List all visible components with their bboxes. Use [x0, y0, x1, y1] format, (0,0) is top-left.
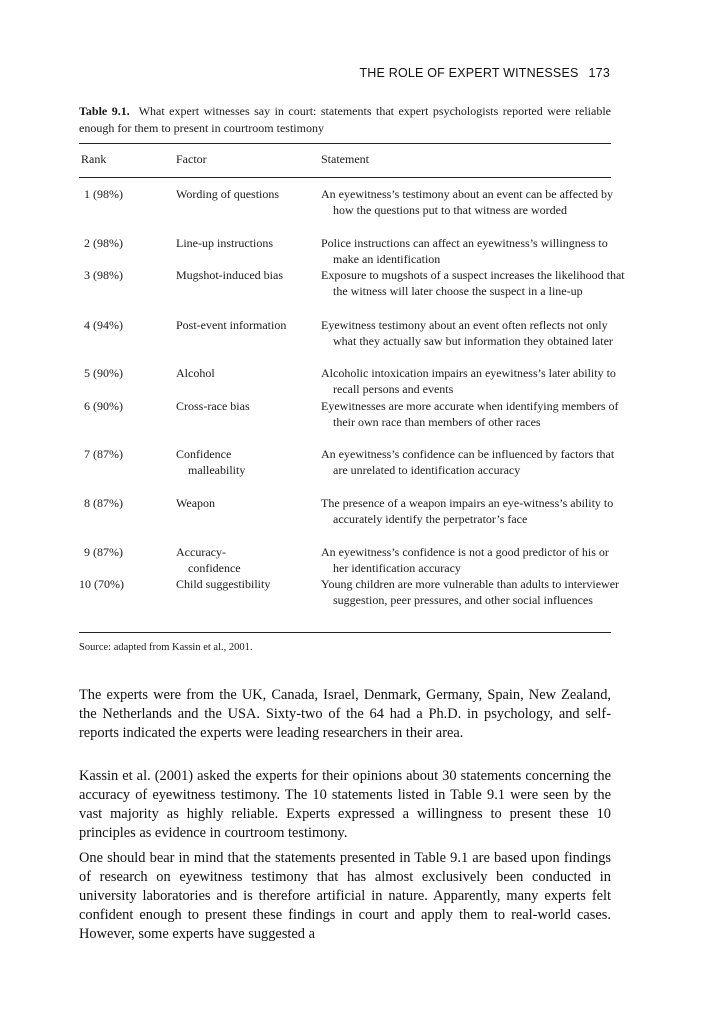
factor-cell: Weapon	[176, 496, 216, 510]
statement-cell: An eyewitness’s confidence is not a good predictor of his or her identification accuracy	[321, 545, 609, 575]
body-paragraph: The experts were from the UK, Canada, Israel, Denmark, Germany, Spain, New Zealand, the Netherlands and the USA. Sixty-two of the 64 had a Ph.D. in psychology, and self-reports indicated the experts were leading researchers in their area.	[79, 687, 611, 741]
body-paragraph: Kassin et al. (2001) asked the experts for their opinions about 30 statements concerning the accuracy of eyewitness testimony. The 10 statements listed in Table 9.1 were seen by the vast majority as highly reliable. Experts expressed a willingness to present these 10 principles as evidence in courtroom testimony.	[79, 768, 611, 841]
statement-cell: Eyewitness testimony about an event often reflects not only what they actually saw but information they obtained later	[321, 318, 613, 348]
table-top-rule	[79, 143, 611, 144]
statement-cell: The presence of a weapon impairs an eye-witness’s ability to accurately identify the perpetrator’s face	[321, 496, 614, 526]
rank-cell: 7 (87%)	[84, 447, 123, 461]
table-header-rule	[79, 177, 611, 178]
table-bottom-rule	[79, 632, 611, 633]
statement-cell: Exposure to mugshots of a suspect increases the likelihood that the witness will later choose the suspect in a line-up	[321, 268, 625, 298]
factor-text: Confidence malleability	[176, 447, 246, 477]
factor-cell: Line-up instructions	[176, 236, 273, 250]
factor-text: Accuracy-confidence	[176, 545, 241, 575]
factor-cell: Child suggestibility	[176, 577, 271, 591]
rank-cell: 1 (98%)	[84, 187, 123, 201]
statement-cell: An eyewitness’s testimony about an event can be affected by how the questions put to that witness are worded	[321, 187, 614, 217]
statement-cell: An eyewitness’s confidence can be influenced by factors that are unrelated to identification accuracy	[321, 447, 615, 477]
factor-cell: Cross-race bias	[176, 399, 250, 413]
running-head-title: THE ROLE OF EXPERT WITNESSES	[359, 66, 579, 80]
statement-cell: Police instructions can affect an eyewitness’s willingness to make an identification	[321, 236, 608, 266]
statement-cell: Alcoholic intoxication impairs an eyewitness’s later ability to recall persons and events	[321, 366, 616, 396]
column-header-factor: Factor	[176, 152, 207, 166]
statement-cell: Eyewitnesses are more accurate when identifying members of their own race than members of other races	[321, 399, 619, 429]
factor-cell: Post-event information	[176, 318, 287, 332]
rank-cell: 5 (90%)	[84, 366, 123, 380]
rank-cell: 6 (90%)	[84, 399, 123, 413]
page-number: 173	[588, 66, 610, 80]
table-caption	[79, 103, 611, 137]
rank-cell: 3 (98%)	[84, 268, 123, 282]
rank-cell: 9 (87%)	[84, 545, 123, 559]
rank-cell: 2 (98%)	[84, 236, 123, 250]
statement-cell: Young children are more vulnerable than adults to interviewer suggestion, peer pressures, and other social influences	[321, 577, 620, 607]
factor-cell: Wording of questions	[176, 187, 280, 201]
rank-cell: 10 (70%)	[79, 577, 124, 591]
factor-cell: Alcohol	[176, 366, 215, 380]
rank-cell: 8 (87%)	[84, 496, 123, 510]
body-paragraph: One should bear in mind that the statements presented in Table 9.1 are based upon findings of research on eyewitness testimony that has almost exclusively been conducted in university laboratories and is therefore artificial in nature. Apparently, many experts felt confident enough to present these findings in court and apply them to real-world cases. However, some experts have suggested a	[79, 850, 611, 942]
rank-cell: 4 (94%)	[84, 318, 123, 332]
column-header-rank: Rank	[81, 152, 107, 166]
table-source-note: Source: adapted from Kassin et al., 2001.	[79, 642, 253, 653]
column-header-statement: Statement	[321, 152, 369, 166]
factor-cell	[176, 447, 318, 478]
table-caption-text: What expert witnesses say in court: statements that expert psychologists reported were reliable enough for them to present in courtroom testimony	[79, 104, 611, 135]
factor-cell	[176, 545, 318, 576]
factor-cell: Mugshot-induced bias	[176, 268, 283, 282]
table-caption-label: Table 9.1.	[79, 104, 130, 118]
running-head	[359, 66, 610, 80]
